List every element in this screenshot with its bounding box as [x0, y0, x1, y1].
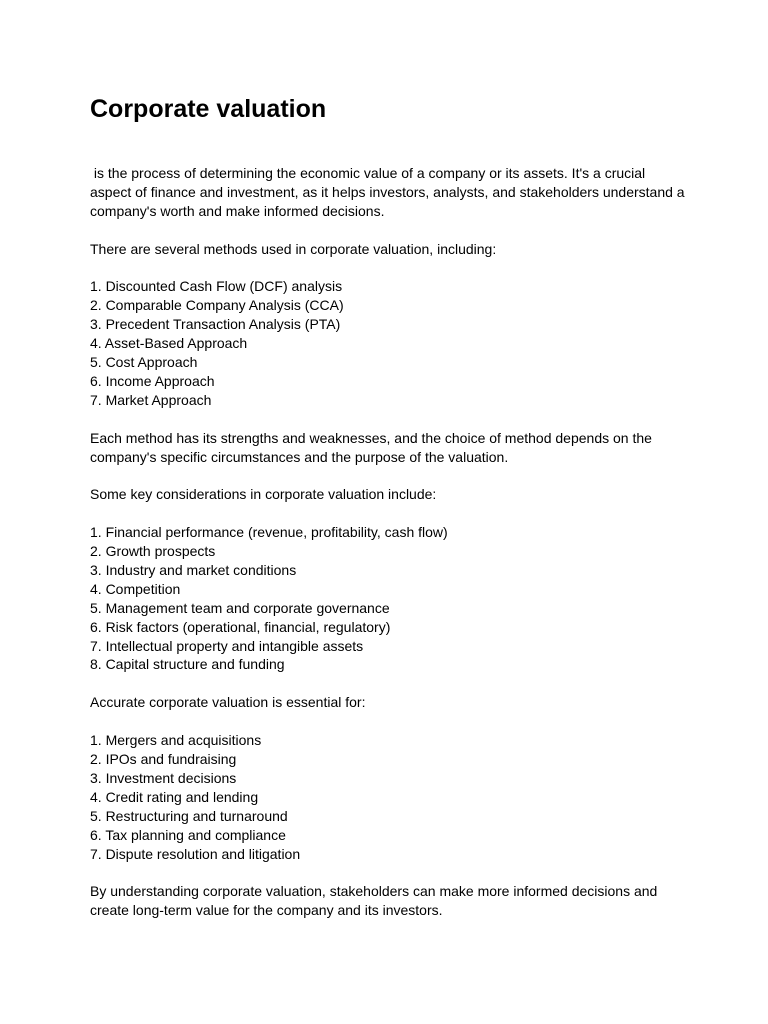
- list-item: 3. Investment decisions: [90, 769, 237, 786]
- uses-intro-paragraph: Accurate corporate valuation is essential for:: [90, 694, 366, 711]
- list-item: 4. Credit rating and lending: [90, 788, 259, 805]
- list-item: 6. Risk factors (operational, financial, regulatory): [90, 618, 391, 635]
- paragraph-spacer: [90, 466, 690, 485]
- list-item: 1. Discounted Cash Flow (DCF) analysis: [90, 278, 343, 295]
- list-item: 1. Mergers and acquisitions: [90, 732, 262, 749]
- paragraph-spacer: [90, 674, 690, 693]
- uses-list: [90, 731, 690, 863]
- list-item: 5. Management team and corporate governance: [90, 599, 390, 616]
- methods-list: [90, 277, 690, 409]
- list-item: 3. Precedent Transaction Analysis (PTA): [90, 316, 341, 333]
- document-body: [90, 164, 690, 920]
- intro-paragraph: is the process of determining the economic value of a company or its assets. It's a crucial aspect of finance and investment, as it helps investors, analysts, and stakeholders understand a company's worth and make informed decisions.: [90, 165, 689, 219]
- list-item: 2. Growth prospects: [90, 543, 216, 560]
- list-item: 7. Market Approach: [90, 391, 212, 408]
- list-item: 1. Financial performance (revenue, profitability, cash flow): [90, 524, 448, 541]
- list-item: 3. Industry and market conditions: [90, 561, 297, 578]
- list-item: 8. Capital structure and funding: [90, 656, 285, 673]
- paragraph-spacer: [90, 863, 690, 882]
- list-item: 2. IPOs and fundraising: [90, 750, 237, 767]
- paragraph-spacer: [90, 259, 690, 278]
- methods-intro-paragraph: There are several methods used in corporate valuation, including:: [90, 240, 497, 257]
- list-item: 5. Cost Approach: [90, 354, 198, 371]
- paragraph-spacer: [90, 712, 690, 731]
- paragraph-spacer: [90, 410, 690, 429]
- considerations-intro-paragraph: Some key considerations in corporate valuation include:: [90, 486, 437, 503]
- document-title: Corporate valuation: [90, 95, 327, 123]
- list-item: 7. Intellectual property and intangible assets: [90, 637, 364, 654]
- paragraph-spacer: [90, 504, 690, 523]
- list-item: 4. Competition: [90, 580, 181, 597]
- paragraph-spacer: [90, 221, 690, 240]
- list-item: 2. Comparable Company Analysis (CCA): [90, 297, 344, 314]
- list-item: 6. Income Approach: [90, 372, 215, 389]
- considerations-list: [90, 523, 690, 674]
- list-item: 4. Asset-Based Approach: [90, 335, 248, 352]
- list-item: 7. Dispute resolution and litigation: [90, 845, 301, 862]
- list-item: 6. Tax planning and compliance: [90, 826, 286, 843]
- list-item: 5. Restructuring and turnaround: [90, 807, 288, 824]
- conclusion-paragraph: By understanding corporate valuation, stakeholders can make more informed decisions and create long-term value for the company and its investors.: [90, 883, 662, 919]
- methods-note-paragraph: Each method has its strengths and weaknesses, and the choice of method depends on the company's specific circumstances and the purpose of the valuation.: [90, 429, 656, 465]
